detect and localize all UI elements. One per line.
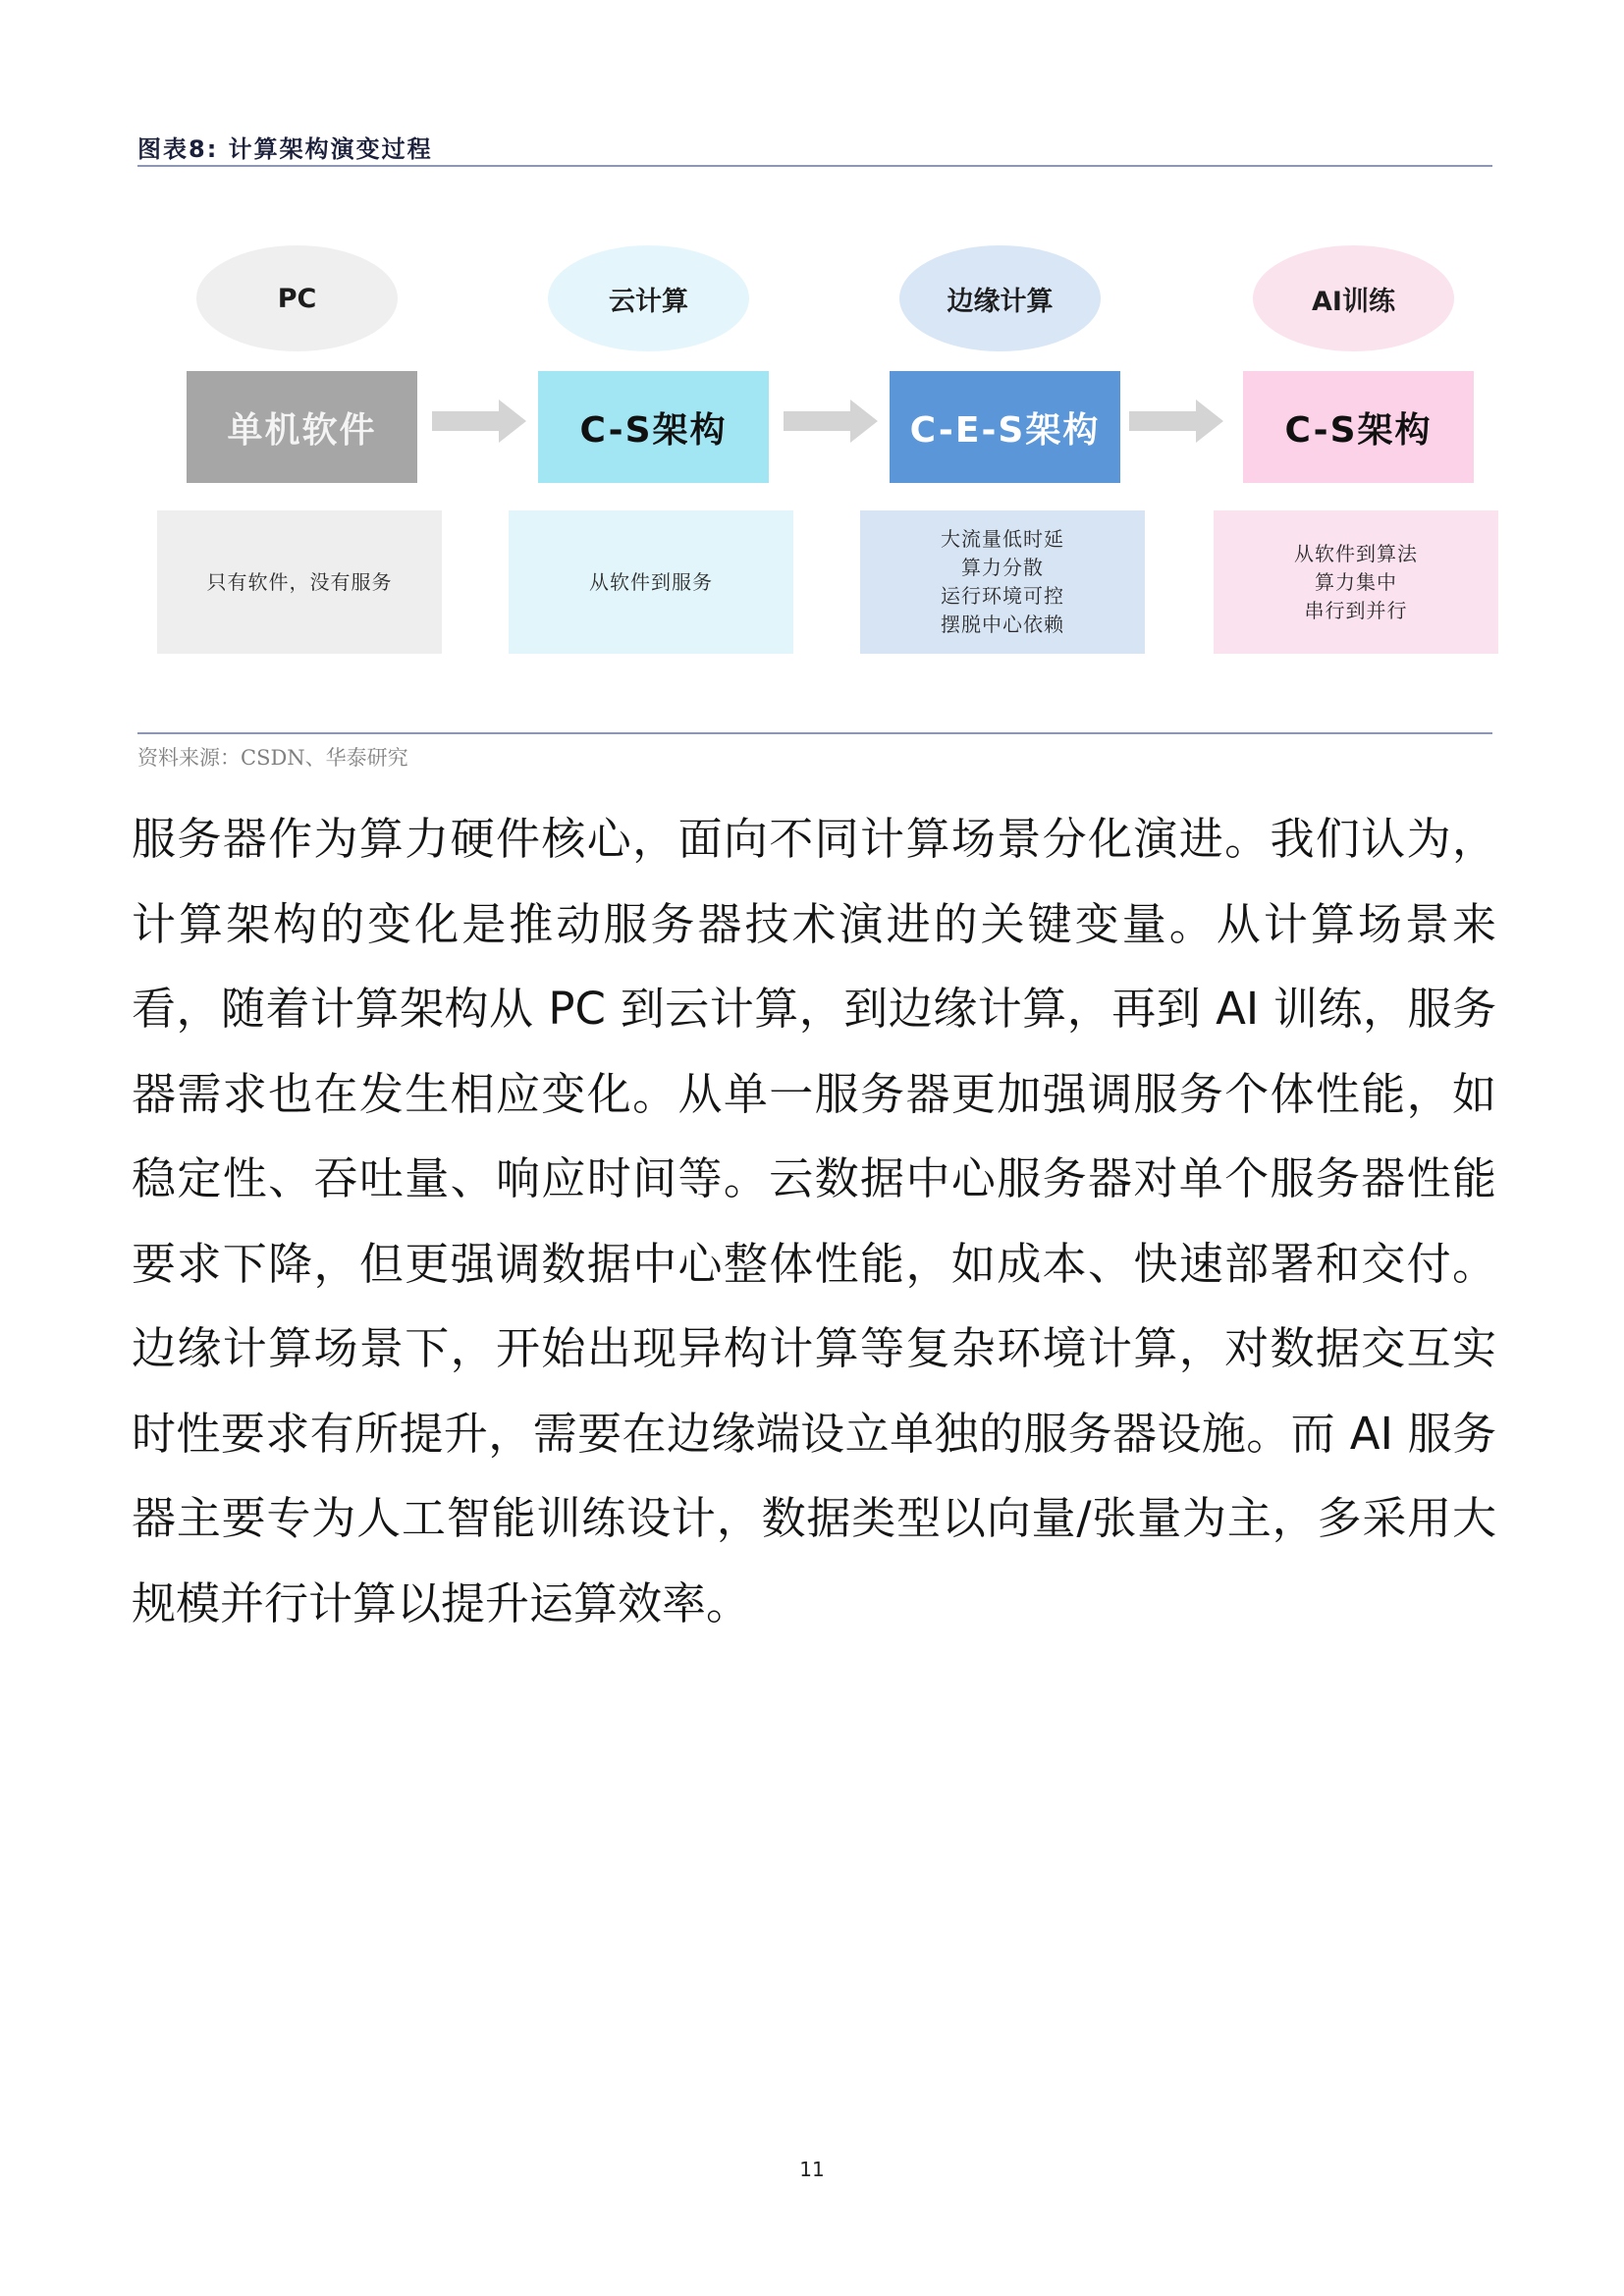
description-line: 摆脱中心依赖 [941,613,1064,636]
scene-oval: AI训练 [1253,245,1454,351]
architecture-box: C-S架构 [1243,371,1474,483]
description-line: 只有软件，没有服务 [206,569,393,594]
description-line: 算力集中 [1315,569,1397,594]
description-box [509,510,793,654]
figure-top-rule [137,165,1492,167]
arrow-right-icon [1129,400,1223,443]
arrow-right-icon [784,400,878,443]
body-paragraph: 服务器作为算力硬件核心，面向不同计算场景分化演进。我们认为，计算架构的变化是推动服务器技术演进的关键变量。从计算场景来看，随着计算架构从 PC 到云计算，到边缘计算，再到 AI 训练，服务器需求也在发生相应变化。从单一服务器更加强调服务个体性能，如稳定性、吞吐量、响应时间等。云数据中心服务器对单个服务器性能要求下降，但更强调数据中心整体性能，如成本、快速部署和交付。边缘计算场景下，开始出现异构计算等复杂环境计算，对数据交互实时性要求有所提升，需要在边缘端设立单独的服务器设施。而 AI 服务器主要专为人工智能训练设计，数据类型以向量/张量为主，多采用大规模并行计算以提升运算效率。 [132,813,1496,1629]
description-line: 算力分散 [961,556,1044,579]
architecture-box: 单机软件 [187,371,417,483]
architecture-box: C-E-S架构 [890,371,1120,483]
arrow-right-icon [432,400,526,443]
description-line: 从软件到算法 [1294,541,1418,565]
description-line: 从软件到服务 [589,569,713,594]
figure-source: 资料来源：CSDN、华泰研究 [137,746,408,770]
description-line: 大流量低时延 [941,527,1064,551]
scene-oval: 云计算 [548,245,749,351]
description-box [157,510,442,654]
figure-title: 图表8: 计算架构演变过程 [137,135,433,163]
figure-bottom-rule [137,732,1492,734]
architecture-box: C-S架构 [538,371,769,483]
description-box [1214,510,1498,654]
scene-oval: PC [196,245,398,351]
description-line: 串行到并行 [1304,598,1408,622]
description-line: 运行环境可控 [941,584,1064,608]
page-number: 11 [799,2158,825,2181]
description-box [860,510,1145,654]
scene-oval: 边缘计算 [899,245,1101,351]
